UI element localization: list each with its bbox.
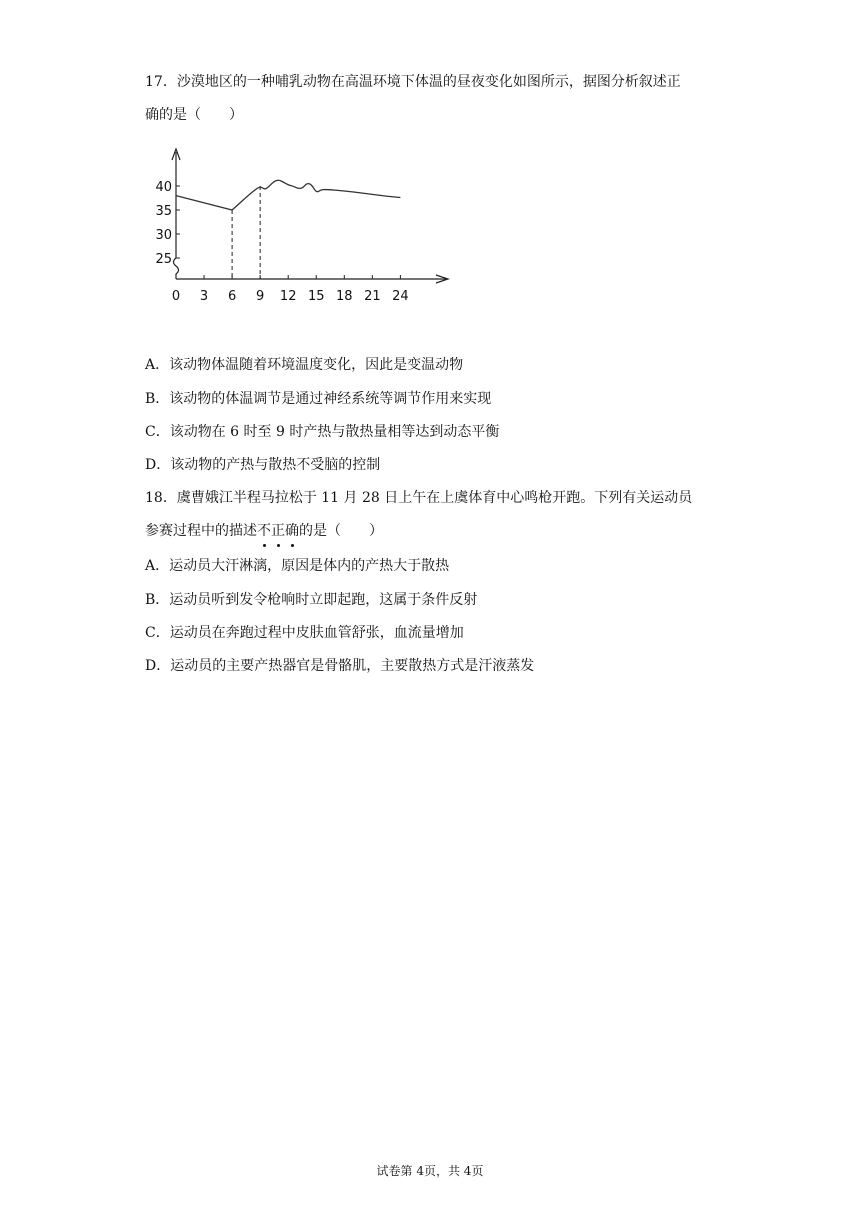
q17-option-a: A．该动物体温随着环境温度变化，因此是变温动物: [145, 357, 464, 373]
q18-option-b: B．运动员听到发令枪响时立即起跑，这属于条件反射: [145, 592, 478, 608]
q18-stem-line1: 18．虞曹娥江半程马拉松于 11 月 28 日上午在上虞体育中心鸣枪开跑。下列有关运动员: [145, 490, 693, 506]
q17-stem-line1: 17．沙漠地区的一种哺乳动物在高温环境下体温的昼夜变化如图所示，据图分析叙述正: [145, 74, 681, 90]
body-temperature-series-line: [176, 180, 400, 210]
q18-stem-post: 的是（ ）: [299, 523, 383, 539]
x-tick-label: 21: [364, 289, 381, 304]
q18-option-c: C．运动员在奔跑过程中皮肤血管舒张，血流量增加: [145, 625, 464, 641]
q18-emphasis-char-1: 不: [257, 523, 271, 539]
x-tick-label: 9: [256, 289, 265, 304]
y-tick-label: 35: [155, 204, 172, 219]
q17-stem-line2: 确的是（ ）: [145, 107, 243, 123]
x-tick-label: 6: [227, 289, 237, 304]
x-tick-label: 24: [392, 289, 409, 304]
y-tick-label: 30: [155, 228, 172, 243]
y-tick-label: 25: [155, 252, 172, 267]
q17-option-c: C．该动物在 6 时至 9 时产热与散热量相等达到动态平衡: [145, 424, 500, 440]
q18-option-d: D．运动员的主要产热器官是骨骼肌，主要散热方式是汗液蒸发: [145, 658, 535, 674]
body-temperature-chart: [155, 140, 500, 310]
q17-option-d: D．该动物的产热与散热不受脑的控制: [145, 457, 381, 473]
x-tick-label: 3: [199, 289, 209, 304]
x-tick-label: 18: [336, 289, 353, 304]
q17-option-b: B．该动物的体温调节是通过神经系统等调节作用来实现: [145, 391, 492, 407]
y-axis-break: [174, 258, 179, 279]
q18-option-a: A．运动员大汗淋漓，原因是体内的产热大于散热: [145, 558, 450, 574]
q18-emphasis-char-2: 正: [271, 523, 285, 539]
x-tick-label: 12: [279, 289, 297, 304]
page-footer: 试卷第 4页，共 4页: [376, 1164, 484, 1178]
x-tick-label: 15: [307, 289, 325, 304]
q18-stem-line2: [145, 521, 383, 541]
y-tick-label: 40: [155, 180, 172, 195]
x-tick-label: 0: [171, 289, 181, 304]
q18-stem-pre: 参赛过程中的描述: [145, 523, 257, 539]
q18-emphasis-char-3: 确: [285, 523, 299, 539]
